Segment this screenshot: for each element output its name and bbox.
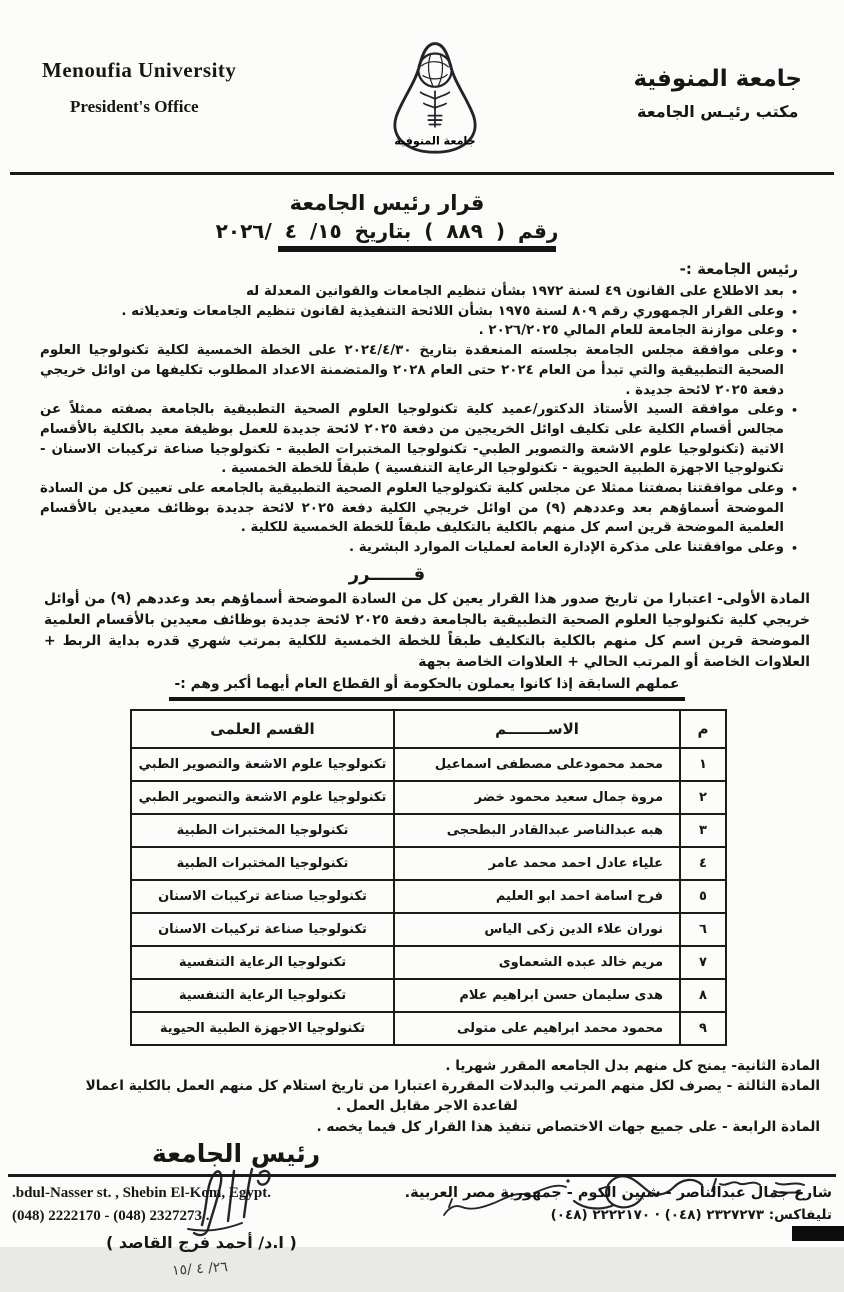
preamble-list: [0, 280, 844, 558]
table-header-row: [131, 710, 726, 748]
row-number: ١: [680, 748, 726, 781]
phones-en: (048) 2222170 - (048) 2327273 .: [12, 1208, 210, 1224]
president-name: ( ا.د/ أحمد فرج القاصد ): [106, 1233, 297, 1253]
table-row: [131, 781, 726, 814]
article-1-label: المادة الأولى-: [717, 590, 810, 607]
preamble-text: وعلى القرار الجمهوري رقم ٨٠٩ لسنة ١٩٧٥ بشأن اللائحة التنفيذية لقانون تنظيم الجامعات وتعديلاته .: [121, 303, 784, 319]
logo-plant-icon: [421, 91, 450, 126]
table-row: [131, 913, 726, 946]
article-4-label: المادة الرابعة -: [722, 1118, 820, 1135]
bullet-icon: •: [790, 345, 798, 359]
bullet-icon: •: [790, 305, 798, 319]
university-name-ar: جامعة المنوفية: [633, 66, 802, 92]
article-3: [34, 1076, 820, 1117]
preamble-text: وعلى موافقة مجلس الجامعة بجلسته المنعقدة بتاريخ ٢٠٢٤/٤/٣٠ على الخطة الخمسية لكلية تكنولوجيا العلوم الصحية التطبيقية والتي تبدأ من العام ٢٠٢٤ حتى العام ٢٠٢٨ والمتضمنة الاعداد المطلوب تكليفها من اوائل خريجي دفعة ٢٠٢٥ لائحة جديدة .: [40, 343, 784, 398]
letterhead-english: [42, 44, 236, 117]
row-number: ٨: [680, 979, 726, 1012]
row-department: تكنولوجيا المختبرات الطبية: [131, 847, 394, 880]
table-row: [131, 847, 726, 880]
article-4: [34, 1117, 820, 1137]
row-number: ٧: [680, 946, 726, 979]
row-number: ٤: [680, 847, 726, 880]
preamble-text: وعلى موافقة السيد الأستاذ الدكتور/عميد كلية تكنولوجيا العلوم الصحية التطبيقية بالجامعة بصفته ممثلاً عن مجالس أقسام الكلية على تكليف اوائل الخريجين من دفعة ٢٠٢٥ لائحة جديدة للعمل بوظيفة معيد بالكلية بالأقسام الاتية (تكنولوجيا علوم الاشعة والتصوير الطبي- تكنولوجيا المختبرات الطبية - تكنولوجيا صناعة تركيبات الاسنان - تكنولوجيا الاجهزة الطبية الحيوية - تكنولوجيا الرعاية التنفسية ) طبقاً للخطة الخمسية .: [40, 402, 784, 477]
row-number: ٣: [680, 814, 726, 847]
preamble-item: [40, 302, 798, 322]
preamble-item: [40, 321, 798, 341]
decision-number-date: رقم ( ٨٨٩ ) بتاريخ ١٥/ ٤ /٢٠٢٦: [215, 219, 559, 243]
bullet-icon: •: [790, 286, 798, 299]
preamble-item: [40, 400, 798, 479]
article-2-label: المادة الثانية-: [731, 1057, 820, 1074]
header-name: الاســــــــم: [394, 710, 680, 748]
decree-word: قـــــــرر: [348, 563, 426, 585]
row-number: ٦: [680, 913, 726, 946]
row-number: ٩: [680, 1012, 726, 1045]
logo-caption: جامعة المنوفية: [394, 134, 476, 148]
address-ar: شارع جمال عبدالناصر - شبين الكوم - جمهورية مصر العربية.: [404, 1185, 832, 1201]
row-department: تكنولوجيا الرعاية التنفسية: [131, 979, 394, 1012]
row-name: محمود محمد ابراهيم على متولى: [394, 1012, 680, 1045]
bullet-icon: •: [790, 483, 798, 497]
preamble-text: وعلى موافقتنا على مذكرة الإدارة العامة لعمليات الموارد البشرية .: [349, 540, 784, 556]
decision-title: [0, 191, 809, 252]
table-row: [131, 814, 726, 847]
article-3-label: المادة الثالثة -: [726, 1078, 820, 1095]
table-row: [131, 880, 726, 913]
article-1-last-line: عملهم السابقة إذا كانوا يعملون بالحكومة أو القطاع العام أيهما أكبر وهم :-: [44, 674, 810, 701]
footer-arabic: [405, 1185, 832, 1247]
row-name: نوران علاء الدين زكى الياس: [394, 913, 680, 946]
scan-corner-mark: [792, 1226, 844, 1241]
header-divider: [10, 172, 834, 175]
date-underline: [278, 246, 556, 252]
preamble-item: [40, 538, 798, 558]
office-name-en: President's Office: [70, 97, 199, 116]
row-department: تكنولوجيا علوم الاشعة والتصوير الطبي: [131, 748, 394, 781]
university-name-en: Menoufia University: [42, 58, 237, 82]
row-department: تكنولوجيا المختبرات الطبية: [131, 814, 394, 847]
decision-title-text: قرار رئيس الجامعة: [289, 191, 485, 215]
article-2-text: يمنح كل منهم بدل الجامعه المقرر شهريا .: [445, 1057, 727, 1074]
row-department: تكنولوجيا علوم الاشعة والتصوير الطبي: [131, 781, 394, 814]
appointees-table: [130, 709, 727, 1046]
preamble-text: بعد الاطلاع على القانون ٤٩ لسنة ١٩٧٢ بشأن تنظيم الجامعات والقوانين المعدلة له: [246, 284, 784, 299]
row-department: تكنولوجيا الرعاية التنفسية: [131, 946, 394, 979]
fax-ar: تليفاكس: ٢٣٢٧٢٧٣ (٠٤٨) · ٢٢٢٢١٧٠ (٠٤٨): [550, 1207, 832, 1223]
table-row: [131, 946, 726, 979]
articles-block: [0, 1046, 844, 1138]
footer-english: [12, 1185, 271, 1247]
row-department: تكنولوجيا الاجهزة الطبية الحيوية: [131, 1012, 394, 1045]
header-number: م: [680, 710, 726, 748]
row-name: هبه عبدالناصر عبدالقادر البطحجى: [394, 814, 680, 847]
row-name: مروة جمال سعيد محمود خضر: [394, 781, 680, 814]
preamble-text: وعلى موافقتنا بصفتنا ممثلا عن مجلس كلية تكنولوجيا العلوم الصحية التطبيقية بالجامعه على تعيين كل من السادة الموضحة أسماؤهم بعد وعددهم (٩) من اوائل خريجي الكلية دفعة ٢٠٢٥ لائحة جديدة بوظائف معيدين بالأقسام العلمية الموضحة قرين اسم كل منهم بالكلية بالتكليف طبقاً للخطة الخمسية للكلية .: [40, 481, 784, 536]
article-3-continuation: لقاعدة الاجر مقابل العمل .: [336, 1098, 518, 1115]
office-name-ar: مكتب رئيـس الجامعة: [637, 102, 799, 121]
row-name: علياء عادل احمد محمد عامر: [394, 847, 680, 880]
article-2: [34, 1056, 820, 1076]
preamble-item: [40, 479, 798, 538]
row-department: تكنولوجيا صناعة تركيبات الاسنان: [131, 880, 394, 913]
row-number: ٥: [680, 880, 726, 913]
preamble-item: [40, 282, 798, 302]
preamble-item: [40, 341, 798, 400]
bullet-icon: •: [790, 404, 798, 418]
row-department: تكنولوجيا صناعة تركيبات الاسنان: [131, 913, 394, 946]
table-row: [131, 979, 726, 1012]
bullet-icon: •: [790, 325, 798, 339]
preamble-text: وعلى موازنة الجامعة للعام المالي ٢٠٢٦/٢٠٢٥ .: [478, 323, 784, 339]
article-1: [0, 587, 844, 701]
row-number: ٢: [680, 781, 726, 814]
handwritten-date: ٢٦/ ٤ /١٥: [171, 1259, 229, 1280]
university-logo: [379, 38, 491, 164]
letterhead: [0, 0, 844, 164]
table-row: [131, 748, 726, 781]
row-name: فرح اسامة احمد ابو العليم: [394, 880, 680, 913]
footer: [8, 1174, 836, 1247]
article-3-text: يصرف لكل منهم المرتب والبدلات المقررة اعتبارا من تاريخ استلام كل منهم العمل بالكلية اعمالا: [85, 1078, 722, 1095]
salutation: رئيس الجامعة :-: [679, 260, 798, 278]
article-4-text: على جميع جهات الاختصاص تنفيذ هذا القرار كل فيما يخصه .: [316, 1118, 718, 1135]
header-department: القسم العلمى: [131, 710, 394, 748]
bullet-icon: •: [790, 542, 798, 556]
logo-globe-icon: [418, 54, 451, 87]
row-name: هدى سليمان حسن ابراهيم علام: [394, 979, 680, 1012]
row-name: محمد محمودعلى مصطفى اسماعيل: [394, 748, 680, 781]
article-1-text: اعتبارا من تاريخ صدور هذا القرار يعين كل من السادة الموضحة أسماؤهم بعد وعددهم (٩) من أوائل خريجي كلية تكنولوجيا العلوم الصحية التطبيقية بالجامعة دفعة ٢٠٢٥ لائحة جديدة بوظائف معيدين بالأقسام العلمية الموضحة قرين اسم كل منهم بالكلية بالتكليف طبقاً للخطة الخمسية للكلية بمرتب شهري قدره بداية الربط + العلاوات الخاصة أو المرتب الحالي + العلاوات الخاصة بجهة: [44, 590, 810, 670]
address-en: .bdul-Nasser st. , Shebin El-Kom, Egypt.: [12, 1185, 271, 1201]
letterhead-arabic: [633, 44, 802, 121]
row-name: مريم خالد عبده الشعماوى: [394, 946, 680, 979]
signature-title: رئيس الجامعة: [152, 1139, 321, 1169]
table-row: [131, 1012, 726, 1045]
